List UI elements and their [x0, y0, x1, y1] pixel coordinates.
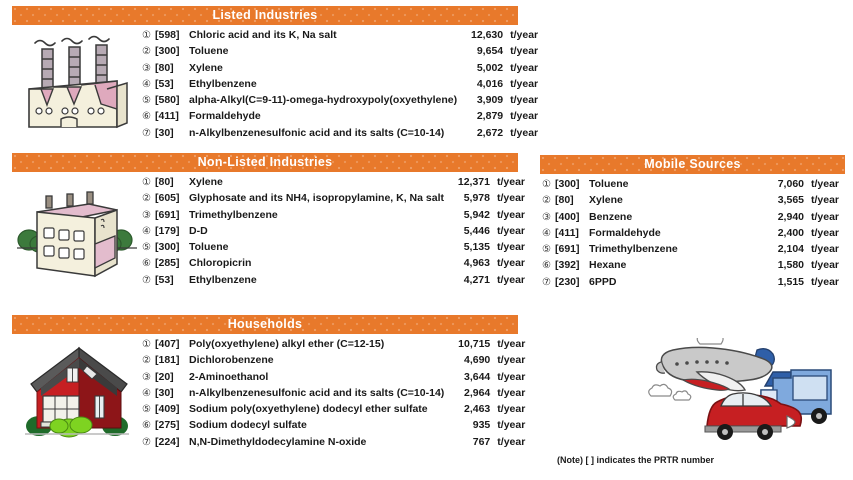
rank-marker: ② [142, 355, 151, 367]
table-row [142, 62, 544, 78]
table-row [142, 127, 544, 143]
amount-unit: t/year [811, 210, 840, 223]
prtr-number: [407] [155, 338, 180, 350]
table-row [142, 403, 531, 419]
amount-unit: t/year [496, 224, 526, 237]
rank-marker: ⑥ [542, 260, 551, 272]
amount-value: 5,002 [476, 61, 504, 74]
table-row [142, 45, 544, 61]
amount-value: 4,963 [463, 257, 490, 270]
amount-unit: t/year [496, 208, 526, 221]
amount-unit: t/year [497, 354, 526, 367]
amount-value: 9,654 [476, 45, 504, 58]
prtr-number: [411] [555, 226, 579, 239]
prtr-number: [80] [155, 61, 174, 74]
prtr-number: [300] [555, 178, 580, 190]
office-building-icon-svg [17, 178, 137, 290]
prtr-number: [580] [155, 94, 180, 107]
vehicles-icon [645, 338, 845, 448]
table-row [142, 29, 544, 45]
table-row [542, 178, 845, 194]
amount-unit: t/year [497, 386, 526, 399]
chemical-name: Formaldehyde [189, 110, 261, 123]
table-row [142, 192, 531, 208]
amount-unit: t/year [510, 94, 539, 107]
table-row [542, 227, 845, 243]
amount-value: 2,964 [464, 386, 491, 399]
table-row [142, 257, 531, 273]
table-row [142, 209, 531, 225]
table-row [142, 225, 531, 241]
table-row [542, 259, 845, 275]
amount-unit: t/year [510, 77, 539, 90]
chemical-name: Xylene [189, 176, 223, 188]
rank-marker: ⑤ [142, 242, 151, 254]
amount-value: 12,371 [457, 176, 490, 188]
vehicles-icon-svg [645, 338, 845, 448]
section-header-mobile-sources: Mobile Sources [540, 155, 845, 174]
prtr-number: [392] [555, 259, 580, 272]
amount-value: 2,940 [777, 210, 804, 223]
amount-unit: t/year [811, 275, 840, 288]
chemical-name: 6PPD [589, 275, 617, 288]
amount-value: 3,565 [777, 194, 804, 207]
chemical-name: Xylene [189, 61, 223, 74]
rank-marker: ① [142, 339, 151, 350]
chemical-name: Chloropicrin [189, 257, 252, 270]
table-row [542, 211, 845, 227]
amount-unit: t/year [496, 241, 526, 254]
chemical-name: Xylene [589, 194, 623, 207]
rows-listed-industries [142, 25, 544, 143]
section-body-listed-industries [12, 25, 539, 143]
prtr-number: [691] [155, 208, 180, 221]
table-row [542, 194, 845, 210]
section-header-listed-industries: Listed Industries [12, 6, 518, 25]
amount-unit: t/year [496, 273, 526, 286]
chemical-name: 2-Aminoethanol [189, 370, 269, 383]
rank-marker: ④ [142, 387, 151, 399]
amount-value: 2,104 [777, 243, 804, 256]
amount-unit: t/year [497, 419, 526, 432]
amount-value: 2,400 [777, 226, 804, 239]
chemical-name: Dichlorobenzene [189, 354, 274, 367]
amount-unit: t/year [497, 435, 526, 448]
amount-unit: t/year [811, 259, 840, 272]
amount-value: 5,942 [463, 208, 490, 221]
chemical-name: Formaldehyde [589, 226, 661, 239]
rank-marker: ⑦ [142, 274, 151, 286]
rank-marker: ④ [142, 78, 151, 90]
rank-marker: ⑥ [142, 111, 151, 123]
amount-value: 2,463 [464, 403, 491, 416]
section-body-mobile-sources [540, 174, 845, 292]
prtr-number: [224] [155, 435, 180, 448]
amount-unit: t/year [811, 178, 840, 190]
rank-marker: ⑦ [542, 276, 551, 288]
amount-value: 5,978 [463, 192, 490, 205]
amount-unit: t/year [496, 176, 526, 188]
chemical-name: Sodium poly(oxyethylene) dodecyl ether sulfate [189, 403, 428, 416]
section-body-households [12, 334, 526, 452]
amount-unit: t/year [811, 194, 840, 207]
amount-unit: t/year [510, 110, 539, 123]
table-row [142, 354, 531, 370]
prtr-number: [53] [155, 273, 174, 286]
amount-value: 3,644 [464, 370, 491, 383]
prtr-number: [30] [155, 126, 174, 139]
amount-value: 4,690 [464, 354, 491, 367]
chemical-name: Toluene [189, 241, 229, 254]
amount-unit: t/year [496, 257, 526, 270]
house-icon-svg [17, 340, 137, 452]
rank-marker: ② [142, 46, 151, 58]
chemical-name: Hexane [589, 259, 627, 272]
rows-non-listed-industries [142, 172, 531, 290]
chemical-name: Benzene [589, 210, 633, 223]
chemical-name: Trimethylbenzene [189, 208, 278, 221]
chemical-name: Toluene [589, 178, 629, 190]
amount-unit: t/year [811, 226, 840, 239]
table-row [142, 78, 544, 94]
amount-value: 7,060 [777, 178, 804, 190]
rows-mobile-sources [540, 174, 845, 292]
amount-value: 5,135 [463, 241, 490, 254]
rank-marker: ⑥ [142, 420, 151, 432]
section-listed-industries [12, 6, 539, 143]
chemical-name: n-Alkylbenzenesulfonic acid and its salts (C=10-14) [189, 126, 445, 139]
amount-unit: t/year [510, 126, 539, 139]
table-row [542, 276, 845, 292]
section-non-listed-industries [12, 153, 526, 290]
amount-value: 1,580 [777, 259, 804, 272]
amount-value: 2,879 [476, 110, 504, 123]
chemical-name: Ethylbenzene [189, 273, 257, 286]
prtr-number: [300] [155, 241, 180, 254]
rank-marker: ⑤ [142, 95, 151, 107]
rank-marker: ① [542, 179, 551, 190]
amount-value: 935 [472, 419, 491, 432]
amount-unit: t/year [510, 29, 539, 41]
office-building-icon [12, 172, 142, 290]
section-households [12, 315, 526, 452]
rank-marker: ③ [142, 62, 151, 74]
chemical-name: Sodium dodecyl sulfate [189, 419, 307, 432]
rank-marker: ④ [542, 227, 551, 239]
amount-unit: t/year [496, 192, 526, 205]
prtr-number: [181] [155, 354, 180, 367]
chemical-name: alpha-Alkyl(C=9-11)-omega-hydroxypoly(oxyethylene) [189, 94, 458, 107]
rank-marker: ⑤ [542, 244, 551, 256]
prtr-number: [230] [555, 275, 580, 288]
factory-icon-svg [17, 31, 137, 143]
chemical-name: N,N-Dimethyldodecylamine N-oxide [189, 435, 367, 448]
amount-value: 5,446 [463, 224, 490, 237]
amount-value: 12,630 [471, 29, 504, 41]
amount-value: 4,271 [463, 273, 490, 286]
chemical-name: Toluene [189, 45, 229, 58]
amount-unit: t/year [497, 338, 526, 350]
amount-value: 767 [472, 435, 491, 448]
prtr-number: [605] [155, 192, 180, 205]
chemical-name: Ethylbenzene [189, 77, 257, 90]
section-body-non-listed-industries [12, 172, 526, 290]
table-row [142, 436, 531, 452]
section-header-households: Households [12, 315, 518, 334]
table-row [142, 176, 531, 192]
rank-marker: ⑥ [142, 258, 151, 270]
prtr-number: [598] [155, 29, 180, 41]
amount-unit: t/year [510, 61, 539, 74]
section-header-non-listed-industries: Non-Listed Industries [12, 153, 518, 172]
factory-icon [12, 25, 142, 143]
table-row [142, 338, 531, 354]
amount-value: 4,016 [476, 77, 504, 90]
table-row [142, 241, 531, 257]
rank-marker: ⑦ [142, 436, 151, 448]
rank-marker: ③ [142, 209, 151, 221]
amount-value: 10,715 [458, 338, 491, 350]
rank-marker: ⑦ [142, 127, 151, 139]
prtr-number: [80] [155, 176, 174, 188]
amount-unit: t/year [510, 45, 539, 58]
prtr-number: [691] [555, 243, 580, 256]
chemical-name: n-Alkylbenzenesulfonic acid and its salts (C=10-14) [189, 386, 445, 399]
prtr-number: [53] [155, 77, 174, 90]
prtr-number: [400] [555, 210, 580, 223]
table-row [142, 274, 531, 290]
amount-value: 3,909 [476, 94, 504, 107]
prtr-number: [80] [555, 194, 574, 207]
chemical-name: Poly(oxyethylene) alkyl ether (C=12-15) [189, 338, 385, 350]
rank-marker: ④ [142, 225, 151, 237]
table-row [142, 387, 531, 403]
house-icon [12, 334, 142, 452]
table-row [142, 94, 544, 110]
prtr-number: [285] [155, 257, 180, 270]
rank-marker: ② [542, 195, 551, 207]
table-row [142, 419, 531, 435]
chemical-name: Chloric acid and its K, Na salt [189, 29, 337, 41]
rank-marker: ③ [542, 211, 551, 223]
table-row [142, 371, 531, 387]
prtr-number: [20] [155, 370, 174, 383]
prtr-number: [409] [155, 403, 180, 416]
prtr-number: [179] [155, 224, 180, 237]
note-prtr-number: (Note) [ ] indicates the PRTR number [557, 455, 715, 465]
amount-value: 1,515 [777, 275, 804, 288]
prtr-number: [411] [155, 110, 179, 123]
amount-unit: t/year [497, 403, 526, 416]
prtr-number: [275] [155, 419, 180, 432]
rank-marker: ③ [142, 371, 151, 383]
table-row [542, 243, 845, 259]
amount-unit: t/year [497, 370, 526, 383]
amount-value: 2,672 [476, 126, 504, 139]
table-row [142, 110, 544, 126]
amount-unit: t/year [811, 243, 840, 256]
rows-households [142, 334, 531, 452]
rank-marker: ② [142, 193, 151, 205]
chemical-name: Glyphosate and its NH4, isopropylamine, K, Na salt [189, 192, 444, 205]
rank-marker: ① [142, 30, 151, 41]
rank-marker: ⑤ [142, 404, 151, 416]
prtr-number: [300] [155, 45, 180, 58]
prtr-number: [30] [155, 386, 174, 399]
rank-marker: ① [142, 177, 151, 188]
chemical-name: D-D [189, 224, 208, 237]
section-mobile-sources [540, 155, 845, 292]
chemical-name: Trimethylbenzene [589, 243, 678, 256]
